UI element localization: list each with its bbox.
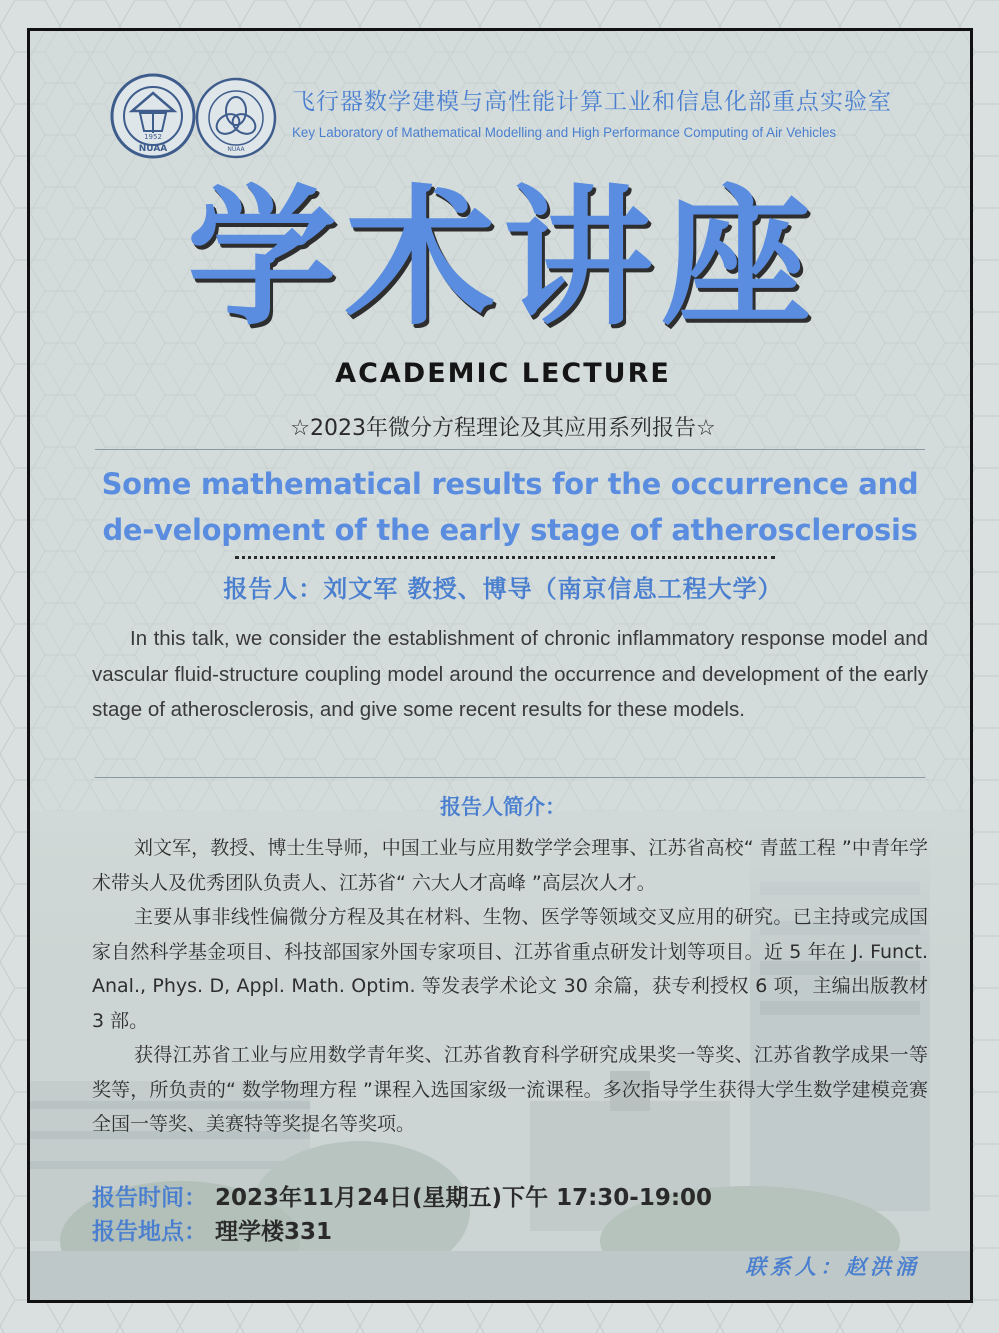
bio-paragraph: 主要从事非线性偏微分方程及其在材料、生物、医学等领域交叉应用的研究。已主持或完成国家自然科学基金项目、科技部国家外国专家项目、江苏省重点研发计划等项目。近 5 年在 J. Funct. Anal., Phys. D, Appl. Math. Optim. 等发表学术论文 30 余篇，获专利授权 6 项，主编出版教材 3 部。 xyxy=(92,906,928,1032)
nuaa-university-seal-logo xyxy=(110,73,196,159)
bio-paragraph: 刘文军，教授、博士生导师，中国工业与应用数学学会理事、江苏省高校“ 青蓝工程 ”中青年学术带头人及优秀团队负责人、江苏省“ 六大人才高峰 ”高层次人才。 xyxy=(92,837,928,894)
talk-abstract: In this talk, we consider the establishment of chronic inflammatory response model and vascular fluid-structure coupling model around the occurrence and development of the early stage of atherosclerosis, and give some recent results for these models. xyxy=(92,627,928,721)
svg-text:NUAA: NUAA xyxy=(138,144,168,154)
event-place xyxy=(92,1215,712,1249)
series-title: ☆2023年微分方程理论及其应用系列报告☆ xyxy=(290,416,716,441)
svg-text:1952: 1952 xyxy=(144,133,162,141)
lab-header xyxy=(110,73,930,163)
bio-heading: 报告人简介： xyxy=(440,795,566,819)
bio-paragraph: 获得江苏省工业与应用数学青年奖、江苏省教育科学研究成果奖一等奖、江苏省教学成果一等奖等，所负责的“ 数学物理方程 ”课程入选国家级一流课程。多次指导学生获得大学生数学建模竞赛全国一等奖、美赛特等奖提名等奖项。 xyxy=(92,1044,928,1135)
lab-name-english: Key Laboratory of Mathematical Modelling and High Performance Computing of Air Vehicles xyxy=(292,125,837,140)
academic-lecture-subtitle: ACADEMIC LECTURE xyxy=(335,358,671,389)
speaker-line: 报告人：刘文军 教授、博导（南京信息工程大学） xyxy=(223,575,783,603)
event-place-label: 报告地点： xyxy=(92,1219,207,1245)
event-place-value: 理学楼331 xyxy=(215,1219,333,1245)
event-time xyxy=(92,1181,712,1215)
main-title: 学术讲座 xyxy=(186,172,819,346)
dotted-divider xyxy=(235,556,775,559)
divider-middle xyxy=(95,777,925,778)
divider-top xyxy=(95,449,925,450)
speaker-bio xyxy=(92,831,928,1142)
event-info xyxy=(92,1181,712,1249)
lab-name-chinese: 飞行器数学建模与高性能计算工业和信息化部重点实验室 xyxy=(292,89,892,115)
event-time-value: 2023年11月24日(星期五)下午 17:30-19:00 xyxy=(215,1185,713,1211)
talk-title: Some mathematical results for the occurrence and de-velopment of the early stage of atherosclerosis xyxy=(101,467,919,547)
event-time-label: 报告时间： xyxy=(92,1185,207,1211)
key-laboratory-seal-logo xyxy=(195,77,277,159)
poster-frame xyxy=(27,28,973,1303)
contact-person: 联系人：赵洪涌 xyxy=(745,1254,920,1279)
svg-text:NUAA: NUAA xyxy=(227,146,245,153)
